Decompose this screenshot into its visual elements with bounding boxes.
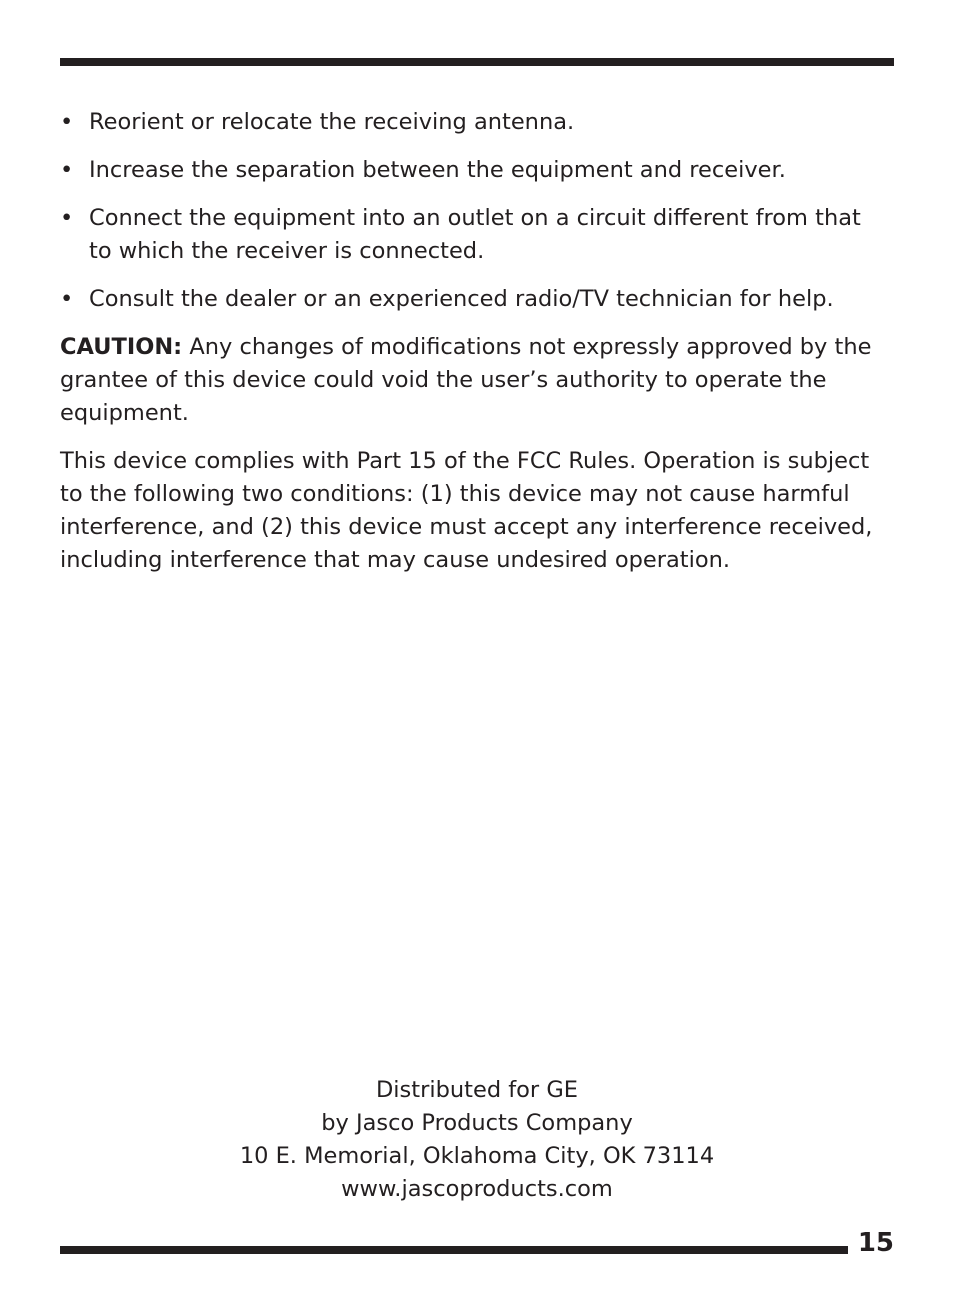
list-item (60, 154, 890, 187)
distributor-footer (0, 1074, 954, 1206)
list-item-text: Increase the separation between the equipment and receiver. (89, 157, 786, 183)
bullet-marker: • (60, 157, 74, 183)
list-item-text: Reorient or relocate the receiving antenna. (89, 109, 575, 135)
list-item-text: Consult the dealer or an experienced radio/TV technician for help. (89, 286, 834, 312)
bullet-marker: • (60, 109, 74, 135)
address-line: 10 E. Memorial, Oklahoma City, OK 73114 (239, 1143, 715, 1169)
bullet-list (60, 106, 890, 316)
caution-text: Any changes of modifications not expressly approved by the grantee of this device could void the user’s authority to operate the equipment. (60, 334, 872, 426)
list-item (60, 202, 890, 268)
bullet-marker: • (60, 205, 74, 231)
bullet-marker: • (60, 286, 74, 312)
company-line: by Jasco Products Company (321, 1110, 633, 1136)
website-line: www.jascoproducts.com (341, 1176, 613, 1202)
list-item-text: Connect the equipment into an outlet on a circuit different from that to which the receiver is connected. (89, 205, 861, 264)
bottom-divider (60, 1246, 848, 1254)
compliance-paragraph: This device complies with Part 15 of the FCC Rules. Operation is subject to the following two conditions: (1) this device may not cause harmful interference, and (2) this device must accept any interference received, including interference that may cause undesired operation. (60, 448, 873, 573)
caution-paragraph (60, 331, 890, 430)
list-item (60, 283, 890, 316)
caution-label: CAUTION: (60, 334, 183, 360)
list-item (60, 106, 890, 139)
distributor-line: Distributed for GE (375, 1077, 578, 1103)
page-number: 15 (857, 1228, 894, 1258)
page-content (60, 106, 890, 592)
top-divider (60, 58, 894, 66)
